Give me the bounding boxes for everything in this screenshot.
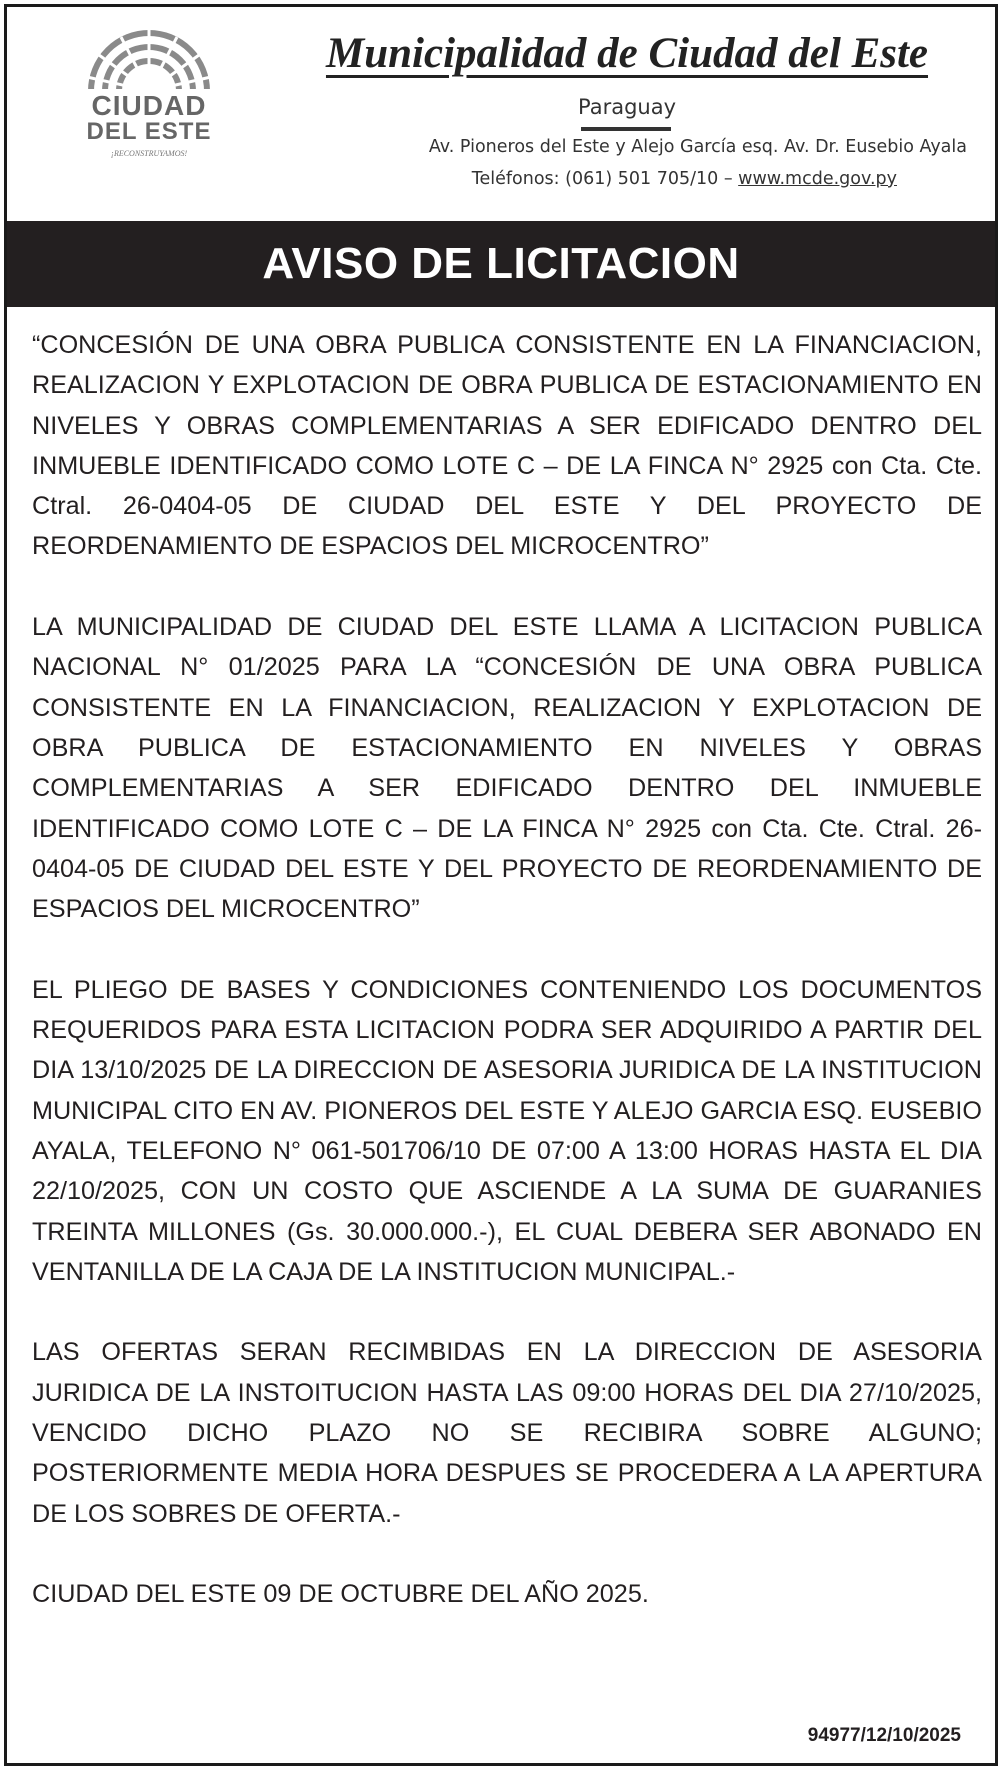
paragraph-date: CIUDAD DEL ESTE 09 DE OCTUBRE DEL AÑO 2025. bbox=[32, 1580, 649, 1609]
notice-heading: AVISO DE LICITACION bbox=[262, 239, 740, 288]
logo-text-line1: CIUDAD bbox=[91, 90, 207, 121]
logo-slogan: ¡RECONSTRUYAMOS! bbox=[110, 149, 188, 158]
country-underline bbox=[581, 127, 671, 131]
municipality-title: Municipalidad de Ciudad del Este bbox=[325, 30, 929, 77]
dome-emblem-icon bbox=[77, 25, 221, 95]
logo-text-line2: DEL ESTE bbox=[86, 118, 212, 145]
paragraph-object: “CONCESIÓN DE UNA OBRA PUBLICA CONSISTENTE EN LA FINANCIACION, REALIZACION Y EXPLOTACION DE OBRA PUBLICA DE ESTACIONAMIENTO EN NIVELES Y OBRAS COMPLEMENTARIAS A SER EDIFICADO DENTRO DEL INMUEBLE IDENTIFICADO COMO LOTE C – DE LA FINCA N° 2925 con Cta. Cte. Ctral. 26-0404-05 DE CIUDAD DEL ESTE Y DEL PROYECTO DE REORDENAMIENTO DE ESPACIOS DEL MICROCENTRO” bbox=[32, 331, 982, 561]
notice-body bbox=[32, 325, 982, 1615]
paragraph-call: LA MUNICIPALIDAD DE CIUDAD DEL ESTE LLAMA A LICITACION PUBLICA NACIONAL N° 01/2025 PARA LA “CONCESIÓN DE UNA OBRA PUBLICA CONSISTENTE EN LA FINANCIACION, REALIZACION Y EXPLOTACION DE OBRA PUBLICA DE ESTACIONAMIENTO EN NIVELES Y OBRAS COMPLEMENTARIAS A SER EDIFICADO DENTRO DEL INMUEBLE IDENTIFICADO COMO LOTE C – DE LA FINCA N° 2925 con Cta. Cte. Ctral. 26-0404-05 DE CIUDAD DEL ESTE Y DEL PROYECTO DE REORDENAMIENTO DE ESPACIOS DEL MICROCENTRO” bbox=[32, 613, 982, 924]
letterhead bbox=[7, 7, 995, 219]
address-line: Av. Pioneros del Este y Alejo García esq. Av. Dr. Eusebio Ayala bbox=[428, 137, 967, 157]
contact-line bbox=[307, 169, 897, 189]
publication-reference: 94977/12/10/2025 bbox=[807, 1725, 961, 1746]
website-link[interactable]: www.mcde.gov.py bbox=[738, 169, 897, 189]
notice-frame bbox=[4, 4, 998, 1766]
paragraph-conditions: EL PLIEGO DE BASES Y CONDICIONES CONTENIENDO LOS DOCUMENTOS REQUERIDOS PARA ESTA LICITACION PODRA SER ADQUIRIDO A PARTIR DEL DIA 13/10/2025 DE LA DIRECCION DE ASESORIA JURIDICA DE LA INSTITUCION MUNICIPAL CITO EN AV. PIONEROS DEL ESTE Y ALEJO GARCIA ESQ. EUSEBIO AYALA, TELEFONO N° 061-501706/10 DE 07:00 A 13:00 HORAS HASTA EL DIA 22/10/2025, CON UN COSTO QUE ASCIENDE A LA SUMA DE GUARANIES TREINTA MILLONES (Gs. 30.000.000.-), EL CUAL DEBERA SER ABONADO EN VENTANILLA DE LA CAJA DE LA INSTITUCION MUNICIPAL.- bbox=[32, 975, 982, 1286]
country-name: Paraguay bbox=[577, 95, 677, 119]
notice-banner bbox=[7, 221, 995, 307]
paragraph-offers: LAS OFERTAS SERAN RECIMBIDAS EN LA DIRECCION DE ASESORIA JURIDICA DE LA INSTOITUCION HASTA LAS 09:00 HORAS DEL DIA 27/10/2025, VENCIDO DICHO PLAZO NO SE RECIBIRA SOBRE ALGUNO; POSTERIORMENTE MEDIA HORA DESPUES SE PROCEDERA A LA APERTURA DE LOS SOBRES DE OFERTA.- bbox=[32, 1338, 982, 1528]
phones-text: Teléfonos: (061) 501 705/10 – bbox=[471, 169, 739, 189]
municipality-logo bbox=[69, 25, 229, 165]
